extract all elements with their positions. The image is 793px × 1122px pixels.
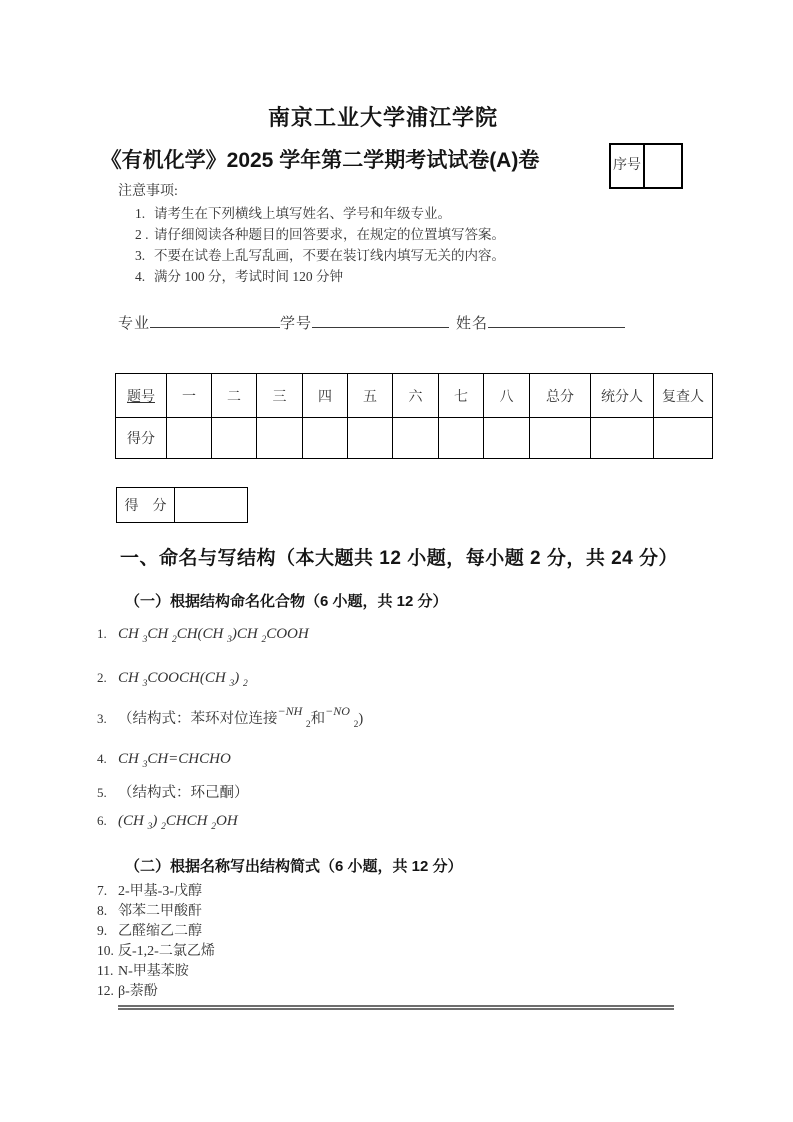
question-formula: CH $_3$CH $_2$CH(CH $_3$)CH $_2$COOH — [118, 626, 309, 645]
score-table-header-cell: 总分 — [530, 374, 591, 418]
score-blank-cell — [167, 418, 212, 459]
part-2-heading: （二）根据名称写出结构简式（6 小题，共 12 分） — [125, 858, 463, 875]
question-number: 8. — [97, 903, 108, 918]
question-number: 11. — [97, 963, 114, 978]
notice-item-number: 2 . — [135, 227, 149, 242]
question-item — [97, 960, 189, 980]
notice-heading: 注意事项: — [118, 184, 178, 199]
notice-section — [118, 180, 638, 287]
notice-item — [135, 224, 638, 245]
student-id-label: 学号 — [280, 316, 313, 332]
notice-item-number: 1. — [135, 206, 146, 221]
question-text: 反-1,2-二氯乙烯 — [118, 944, 215, 959]
question-text: 乙醛缩乙二醇 — [118, 924, 202, 939]
score-blank-cell — [393, 418, 439, 459]
score-table-header-cell: 一 — [167, 374, 212, 418]
name-field[interactable] — [488, 311, 625, 328]
question-item — [97, 751, 231, 768]
score-table-header-cell: 四 — [303, 374, 348, 418]
question-number: 12. — [97, 983, 114, 998]
question-item — [97, 781, 249, 802]
question-formula: （结构式：环己酮） — [118, 785, 249, 801]
score-table-score-row — [116, 418, 713, 459]
student-id-field[interactable] — [312, 311, 449, 328]
question-item — [97, 813, 238, 830]
section-score-box — [116, 487, 248, 523]
question-number: 10. — [97, 943, 114, 958]
score-blank-cell — [591, 418, 654, 459]
question-formula: （结构式：苯环对位连接$^{-NH}$ $_2$和$^{-NO}$ $_2$) — [118, 704, 364, 730]
score-table-header-cell: 七 — [439, 374, 484, 418]
question-formula: (CH $_3$) $_2$CHCH $_2$OH — [118, 813, 238, 832]
name-label: 姓名 — [456, 316, 489, 332]
question-text: 邻苯二甲酸酐 — [118, 904, 202, 919]
notice-item-text: 满分 100 分，考试时间 120 分钟 — [154, 269, 343, 284]
score-table-header-cell: 二 — [212, 374, 257, 418]
major-label: 专业 — [118, 316, 151, 332]
question-item — [97, 670, 248, 687]
notice-item — [135, 266, 638, 287]
question-item — [97, 940, 215, 960]
score-blank-cell — [303, 418, 348, 459]
part-1-heading: （一）根据结构命名化合物（6 小题，共 12 分） — [125, 593, 448, 610]
bottom-divider-double-rule — [118, 1005, 674, 1010]
question-number: 9. — [97, 923, 108, 938]
serial-number-label: 序号 — [610, 144, 644, 188]
score-table-header-cell: 三 — [257, 374, 303, 418]
question-item — [97, 920, 202, 940]
question-number: 5. — [97, 785, 107, 800]
section-score-label: 得 分 — [117, 488, 175, 523]
notice-item-number: 4. — [135, 269, 146, 284]
score-table-header-cell: 统分人 — [591, 374, 654, 418]
notice-item — [135, 245, 638, 266]
major-field[interactable] — [150, 311, 280, 328]
question-text: β-萘酚 — [118, 984, 158, 999]
notice-item-text: 不要在试卷上乱写乱画，不要在装订线内填写无关的内容。 — [154, 248, 505, 263]
score-row-label: 得分 — [116, 418, 167, 459]
score-table-header-row — [116, 374, 713, 418]
exam-paper-title: 《有机化学》2025 学年第二学期考试试卷(A)卷 — [100, 149, 540, 172]
score-blank-cell — [484, 418, 530, 459]
question-item — [97, 880, 202, 900]
serial-number-blank-cell — [644, 144, 682, 188]
question-item — [97, 980, 158, 1000]
question-number: 1. — [97, 626, 107, 641]
question-number: 7. — [97, 883, 108, 898]
question-number: 6. — [97, 813, 107, 828]
score-blank-cell — [212, 418, 257, 459]
score-table-header-cell: 复查人 — [654, 374, 713, 418]
notice-item-number: 3. — [135, 248, 146, 263]
question-text: N-甲基苯胺 — [118, 964, 189, 979]
school-title: 南京工业大学浦江学院 — [267, 105, 498, 130]
score-blank-cell — [257, 418, 303, 459]
question-formula: CH $_3$CH=CHCHO — [118, 751, 231, 770]
score-summary-table — [115, 373, 713, 459]
question-text: 2-甲基-3-戊醇 — [118, 884, 202, 899]
score-blank-cell — [348, 418, 393, 459]
question-formula: CH $_3$COOCH(CH $_3$) $_2$ — [118, 670, 248, 689]
score-blank-cell — [530, 418, 591, 459]
notice-item — [135, 203, 638, 224]
question-item — [97, 626, 309, 643]
question-number: 3. — [97, 711, 107, 726]
score-blank-cell — [654, 418, 713, 459]
score-table-header-cell: 八 — [484, 374, 530, 418]
question-number: 2. — [97, 670, 107, 685]
question-item — [97, 704, 364, 730]
student-info-line — [118, 311, 625, 333]
score-table-header-cell: 五 — [348, 374, 393, 418]
score-table-header-cell: 六 — [393, 374, 439, 418]
section-score-blank-cell — [175, 488, 248, 523]
score-blank-cell — [439, 418, 484, 459]
question-item — [97, 900, 202, 920]
notice-item-text: 请考生在下列横线上填写姓名、学号和年级专业。 — [154, 206, 451, 221]
question-number: 4. — [97, 751, 107, 766]
section-1-heading: 一、命名与写结构（本大题共 12 小题，每小题 2 分，共 24 分） — [120, 548, 679, 569]
notice-item-text: 请仔细阅读各种题目的回答要求，在规定的位置填写答案。 — [154, 227, 505, 242]
score-table-header-cell: 题号 — [116, 374, 167, 418]
